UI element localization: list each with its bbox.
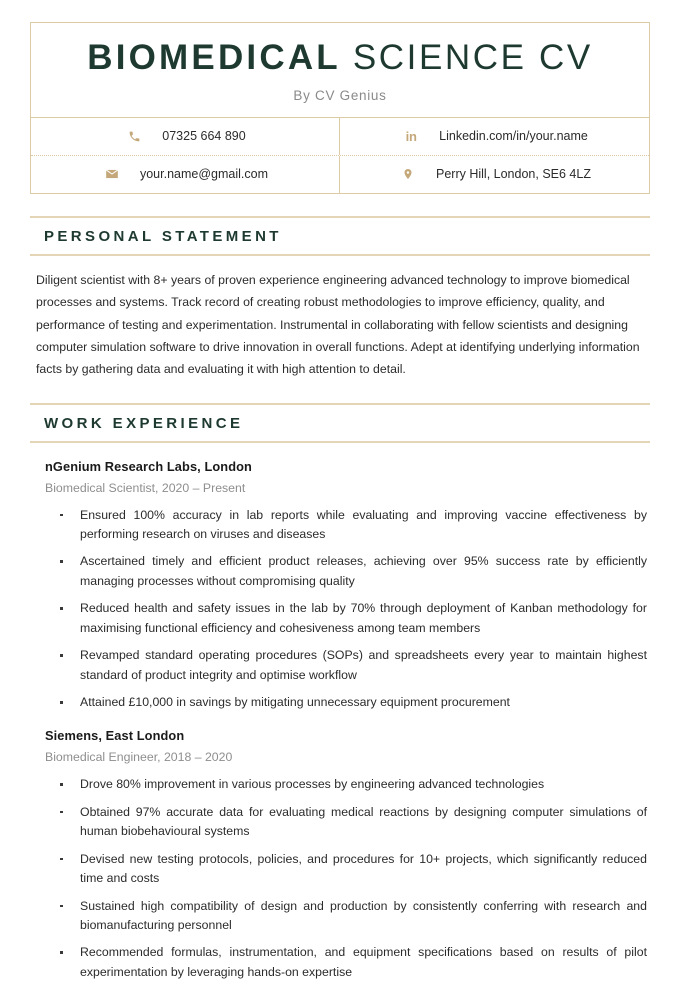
phone-icon	[124, 130, 144, 143]
contact-linkedin[interactable]	[340, 118, 649, 155]
job-bullet-list	[45, 775, 650, 982]
job-entry	[30, 728, 650, 982]
page-title	[41, 40, 639, 77]
job-bullet: Obtained 97% accurate data for evaluating medical reactions by designing computer simulations of human biobehavioural systems	[45, 803, 650, 842]
title-light: SCIENCE CV	[352, 38, 593, 77]
contact-row	[31, 156, 649, 193]
envelope-icon	[102, 167, 122, 181]
job-bullet: Devised new testing protocols, policies, and procedures for 10+ projects, which significantly reduced time and costs	[45, 850, 650, 889]
job-bullet: Sustained high compatibility of design and production by consistently conferring with research and biomanufacturing personnel	[45, 897, 650, 936]
section-header-work-experience	[30, 403, 650, 443]
job-bullet: Revamped standard operating procedures (SOPs) and spreadsheets every year to maintain highest standard of product integrity and optimise workflow	[45, 646, 650, 685]
title-strong: BIOMEDICAL	[87, 38, 341, 77]
linkedin-value: Linkedin.com/in/your.name	[439, 129, 588, 144]
phone-value: 07325 664 890	[162, 129, 246, 144]
contact-row	[31, 118, 649, 156]
job-employer: nGenium Research Labs, London	[45, 458, 252, 474]
email-value: your.name@gmail.com	[139, 167, 268, 182]
job-bullet: Ascertained timely and efficient product releases, achieving over 95% success rate by efficiently managing processes without compromising quality	[45, 552, 650, 591]
title-area	[31, 23, 649, 117]
job-bullet: Reduced health and safety issues in the lab by 70% through deployment of Kanban methodology for maximising functional efficiency and cohesiveness among team members	[45, 599, 650, 638]
job-bullet: Drove 80% improvement in various processes by engineering advanced technologies	[45, 775, 650, 794]
page-subtitle: By CV Genius	[293, 87, 387, 103]
job-entry	[30, 459, 650, 713]
job-bullet-list	[45, 506, 650, 713]
job-role-dates: Biomedical Engineer, 2018 – 2020	[45, 750, 233, 765]
linkedin-icon: in	[405, 128, 417, 144]
personal-statement-body: Diligent scientist with 8+ years of proven experience engineering advanced technology to improve biomedical processes and systems. Track record of creating robust methodologies to improve efficiency, quality, and performance of testing and experimentation. Instrumental in collaborating with fellow scientists and designing computer simulation software to drive innovation in overall functions. Adept at identifying underlying information facts by gathering data and evaluating it with high attention to detail.	[36, 272, 640, 377]
job-employer: Siemens, East London	[45, 728, 185, 744]
section-title: PERSONAL STATEMENT	[44, 227, 282, 245]
section-work-experience	[30, 403, 650, 982]
contact-email[interactable]	[31, 156, 340, 193]
section-title: WORK EXPERIENCE	[44, 414, 244, 432]
job-role-dates: Biomedical Scientist, 2020 – Present	[45, 480, 246, 495]
job-bullet: Recommended formulas, instrumentation, and equipment specifications based on results of pilot experimentation by leveraging hands-on expertise	[45, 943, 650, 982]
map-pin-icon	[398, 167, 418, 181]
section-header-personal-statement	[30, 216, 650, 256]
location-value: Perry Hill, London, SE6 4LZ	[436, 167, 591, 182]
job-bullet: Ensured 100% accuracy in lab reports while evaluating and improving vaccine effectiveness by performing research on viruses and diseases	[45, 506, 650, 545]
contact-location[interactable]	[340, 156, 649, 193]
contact-phone[interactable]	[31, 118, 340, 155]
job-bullet: Attained £10,000 in savings by mitigating unnecessary equipment procurement	[45, 693, 650, 712]
cv-header	[30, 22, 650, 194]
section-personal-statement	[30, 216, 650, 381]
contact-grid	[31, 117, 649, 193]
